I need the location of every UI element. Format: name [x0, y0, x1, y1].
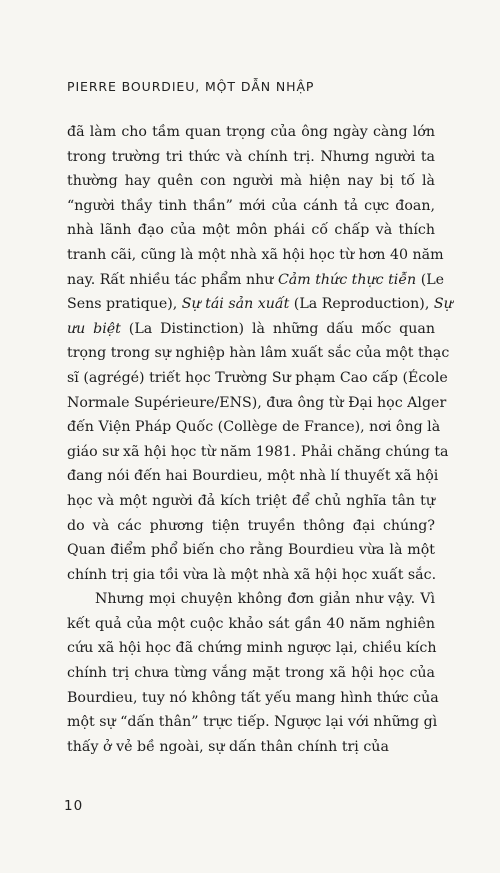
page-number: 10 — [64, 798, 84, 814]
text-line: tranh cãi, cũng là một nhà xã hội học từ hơn 40 năm — [67, 246, 444, 263]
text-line: thấy ở vẻ bề ngoài, sự dấn thân chính trị của — [67, 738, 389, 755]
text-line: cứu xã hội học đã chứng minh ngược lại, chiều kích — [67, 640, 437, 657]
text-line: thường hay quên con người mà hiện nay bị tố là — [67, 173, 435, 190]
text-line: chính trị gia tồi vừa là một nhà xã hội học xuất sắc. — [67, 566, 437, 583]
paragraph — [67, 587, 439, 759]
text-line: trong trường tri thức và chính trị. Nhưng người ta — [67, 148, 435, 165]
text-line: học và một người đả kích triệt để chủ nghĩa tân tự — [67, 492, 435, 509]
text-line: giáo sư xã hội học từ năm 1981. Phải chăng chúng ta — [67, 443, 449, 460]
text-line: sĩ (agrégé) triết học Trường Sư phạm Cao cấp (École — [67, 369, 448, 386]
text-line: Bourdieu, tuy nó không tất yếu mang hình thức của — [67, 689, 439, 706]
body-text — [67, 120, 453, 759]
text-line: đã làm cho tầm quan trọng của ông ngày càng lớn — [67, 124, 435, 140]
text-line: kết quả của một cuộc khảo sát gần 40 năm nghiên — [67, 615, 435, 632]
text-line: chính trị chưa từng vắng mặt trong xã hội học của — [67, 665, 435, 682]
text-line: “người thầy tinh thần” mới của cánh tả cực đoan, — [67, 197, 435, 214]
text-line: Sens pratique), Sự tái sản xuất (La Reproduction), Sự — [67, 296, 453, 313]
text-line: trọng trong sự nghiệp hàn lâm xuất sắc của một thạc — [67, 345, 450, 362]
text-line: nhà lãnh đạo của một môn phái cố chấp và thích — [67, 222, 435, 239]
text-line: đến Viện Pháp Quốc (Collège de France), nơi ông là — [67, 419, 441, 436]
text-line: đang nói đến hai Bourdieu, một nhà lí thuyết xã hội — [67, 468, 439, 485]
text-line: nay. Rất nhiều tác phẩm như Cảm thức thực tiễn (Le — [67, 271, 445, 288]
text-line: Normale Supérieure/ENS), đưa ông từ Đại học Alger — [67, 394, 447, 411]
text-line: Nhưng mọi chuyện không đơn giản như vậy. Vì — [95, 591, 435, 608]
text-line: một sự “dấn thân” trực tiếp. Ngược lại với những gì — [67, 714, 438, 731]
paragraph — [67, 120, 453, 587]
running-header: PIERRE BOURDIEU, MỘT DẪN NHẬP — [67, 79, 315, 94]
text-line: do và các phương tiện truyền thông đại chúng? — [67, 517, 435, 534]
text-line: Quan điểm phổ biến cho rằng Bourdieu vừa là một — [67, 542, 435, 559]
text-line: ưu biệt (La Distinction) là những dấu mốc quan — [67, 320, 435, 337]
